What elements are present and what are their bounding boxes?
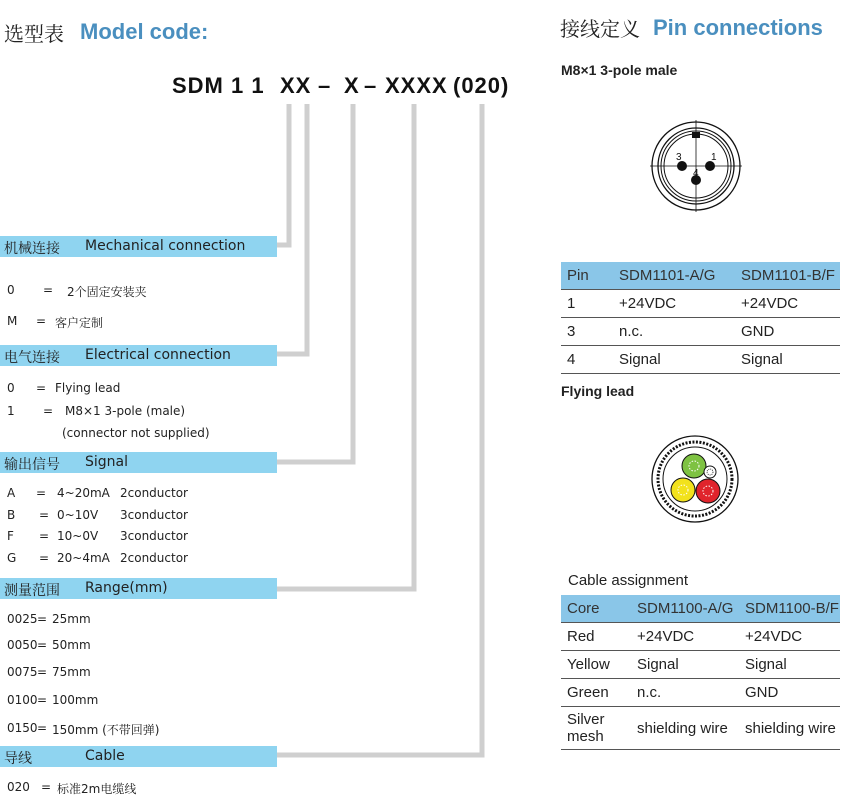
table-row: 3 n.c. GND bbox=[561, 318, 840, 346]
code-part-mech-elec: XX bbox=[280, 73, 312, 98]
connector-label: M8×1 3-pole male bbox=[561, 62, 678, 78]
model-title-en: Model code: bbox=[80, 19, 209, 44]
table-row: Silver mesh shielding wire shielding wire bbox=[561, 707, 840, 750]
code-part-cable: (020) bbox=[453, 73, 510, 98]
section-title-en: Range(mm) bbox=[85, 580, 168, 596]
section-title-en: Signal bbox=[85, 454, 129, 470]
pin-label-3: 3 bbox=[676, 152, 682, 163]
flying-lead-label: Flying lead bbox=[561, 383, 635, 399]
section-title-cn: 机械连接 bbox=[4, 241, 60, 257]
section-title-cn: 电气连接 bbox=[4, 350, 60, 366]
wire-red bbox=[696, 479, 720, 503]
leader-line-electrical bbox=[277, 104, 307, 354]
table-row: 4 Signal Signal bbox=[561, 346, 840, 374]
pins-title-en: Pin connections bbox=[653, 15, 823, 40]
model-title-cn: 选型表 bbox=[4, 22, 64, 46]
section-bar-mechanical bbox=[0, 236, 277, 257]
section-title-cn: 输出信号 bbox=[4, 457, 60, 473]
section-title-en: Electrical connection bbox=[85, 347, 231, 363]
code-part-signal: X bbox=[344, 73, 360, 98]
section-title-en: Mechanical connection bbox=[85, 238, 246, 254]
section-bar-range bbox=[0, 578, 277, 599]
section-title-en: Cable bbox=[85, 748, 125, 764]
code-part-dash-1: – bbox=[318, 73, 332, 98]
cable-assignment-label: Cable assignment bbox=[568, 572, 689, 589]
table-row: Green n.c. GND bbox=[561, 679, 840, 707]
table-row: 1 +24VDC +24VDC bbox=[561, 290, 840, 318]
wire-shield bbox=[704, 466, 716, 478]
leader-line-range bbox=[277, 104, 414, 589]
wire-green bbox=[682, 454, 706, 478]
table-row: Yellow Signal Signal bbox=[561, 651, 840, 679]
pin-label-1: 1 bbox=[711, 152, 717, 163]
section-bar-signal bbox=[0, 452, 277, 473]
code-part-base: SDM 1 1 bbox=[172, 73, 265, 98]
table-header-row: Pin SDM1101-A/G SDM1101-B/F bbox=[561, 262, 840, 290]
cable-table bbox=[561, 595, 840, 750]
pin-table bbox=[561, 262, 840, 374]
section-title-cn: 测量范围 bbox=[4, 583, 60, 599]
table-header-row: Core SDM1100-A/G SDM1100-B/F bbox=[561, 595, 840, 623]
code-part-range: XXXX bbox=[385, 73, 448, 98]
leader-line-mechanical bbox=[277, 104, 289, 245]
section-title-cn: 导线 bbox=[4, 751, 32, 767]
section-bar-cable bbox=[0, 746, 277, 767]
pin-label-4: 4 bbox=[693, 168, 699, 179]
cable-cross-section-diagram bbox=[650, 434, 740, 524]
pins-title-cn: 接线定义 bbox=[560, 17, 640, 41]
code-part-dash-2: – bbox=[364, 73, 378, 98]
wire-yellow bbox=[671, 478, 695, 502]
connector-face-diagram bbox=[648, 118, 744, 214]
section-bar-electrical bbox=[0, 345, 277, 366]
table-row: Red +24VDC +24VDC bbox=[561, 623, 840, 651]
